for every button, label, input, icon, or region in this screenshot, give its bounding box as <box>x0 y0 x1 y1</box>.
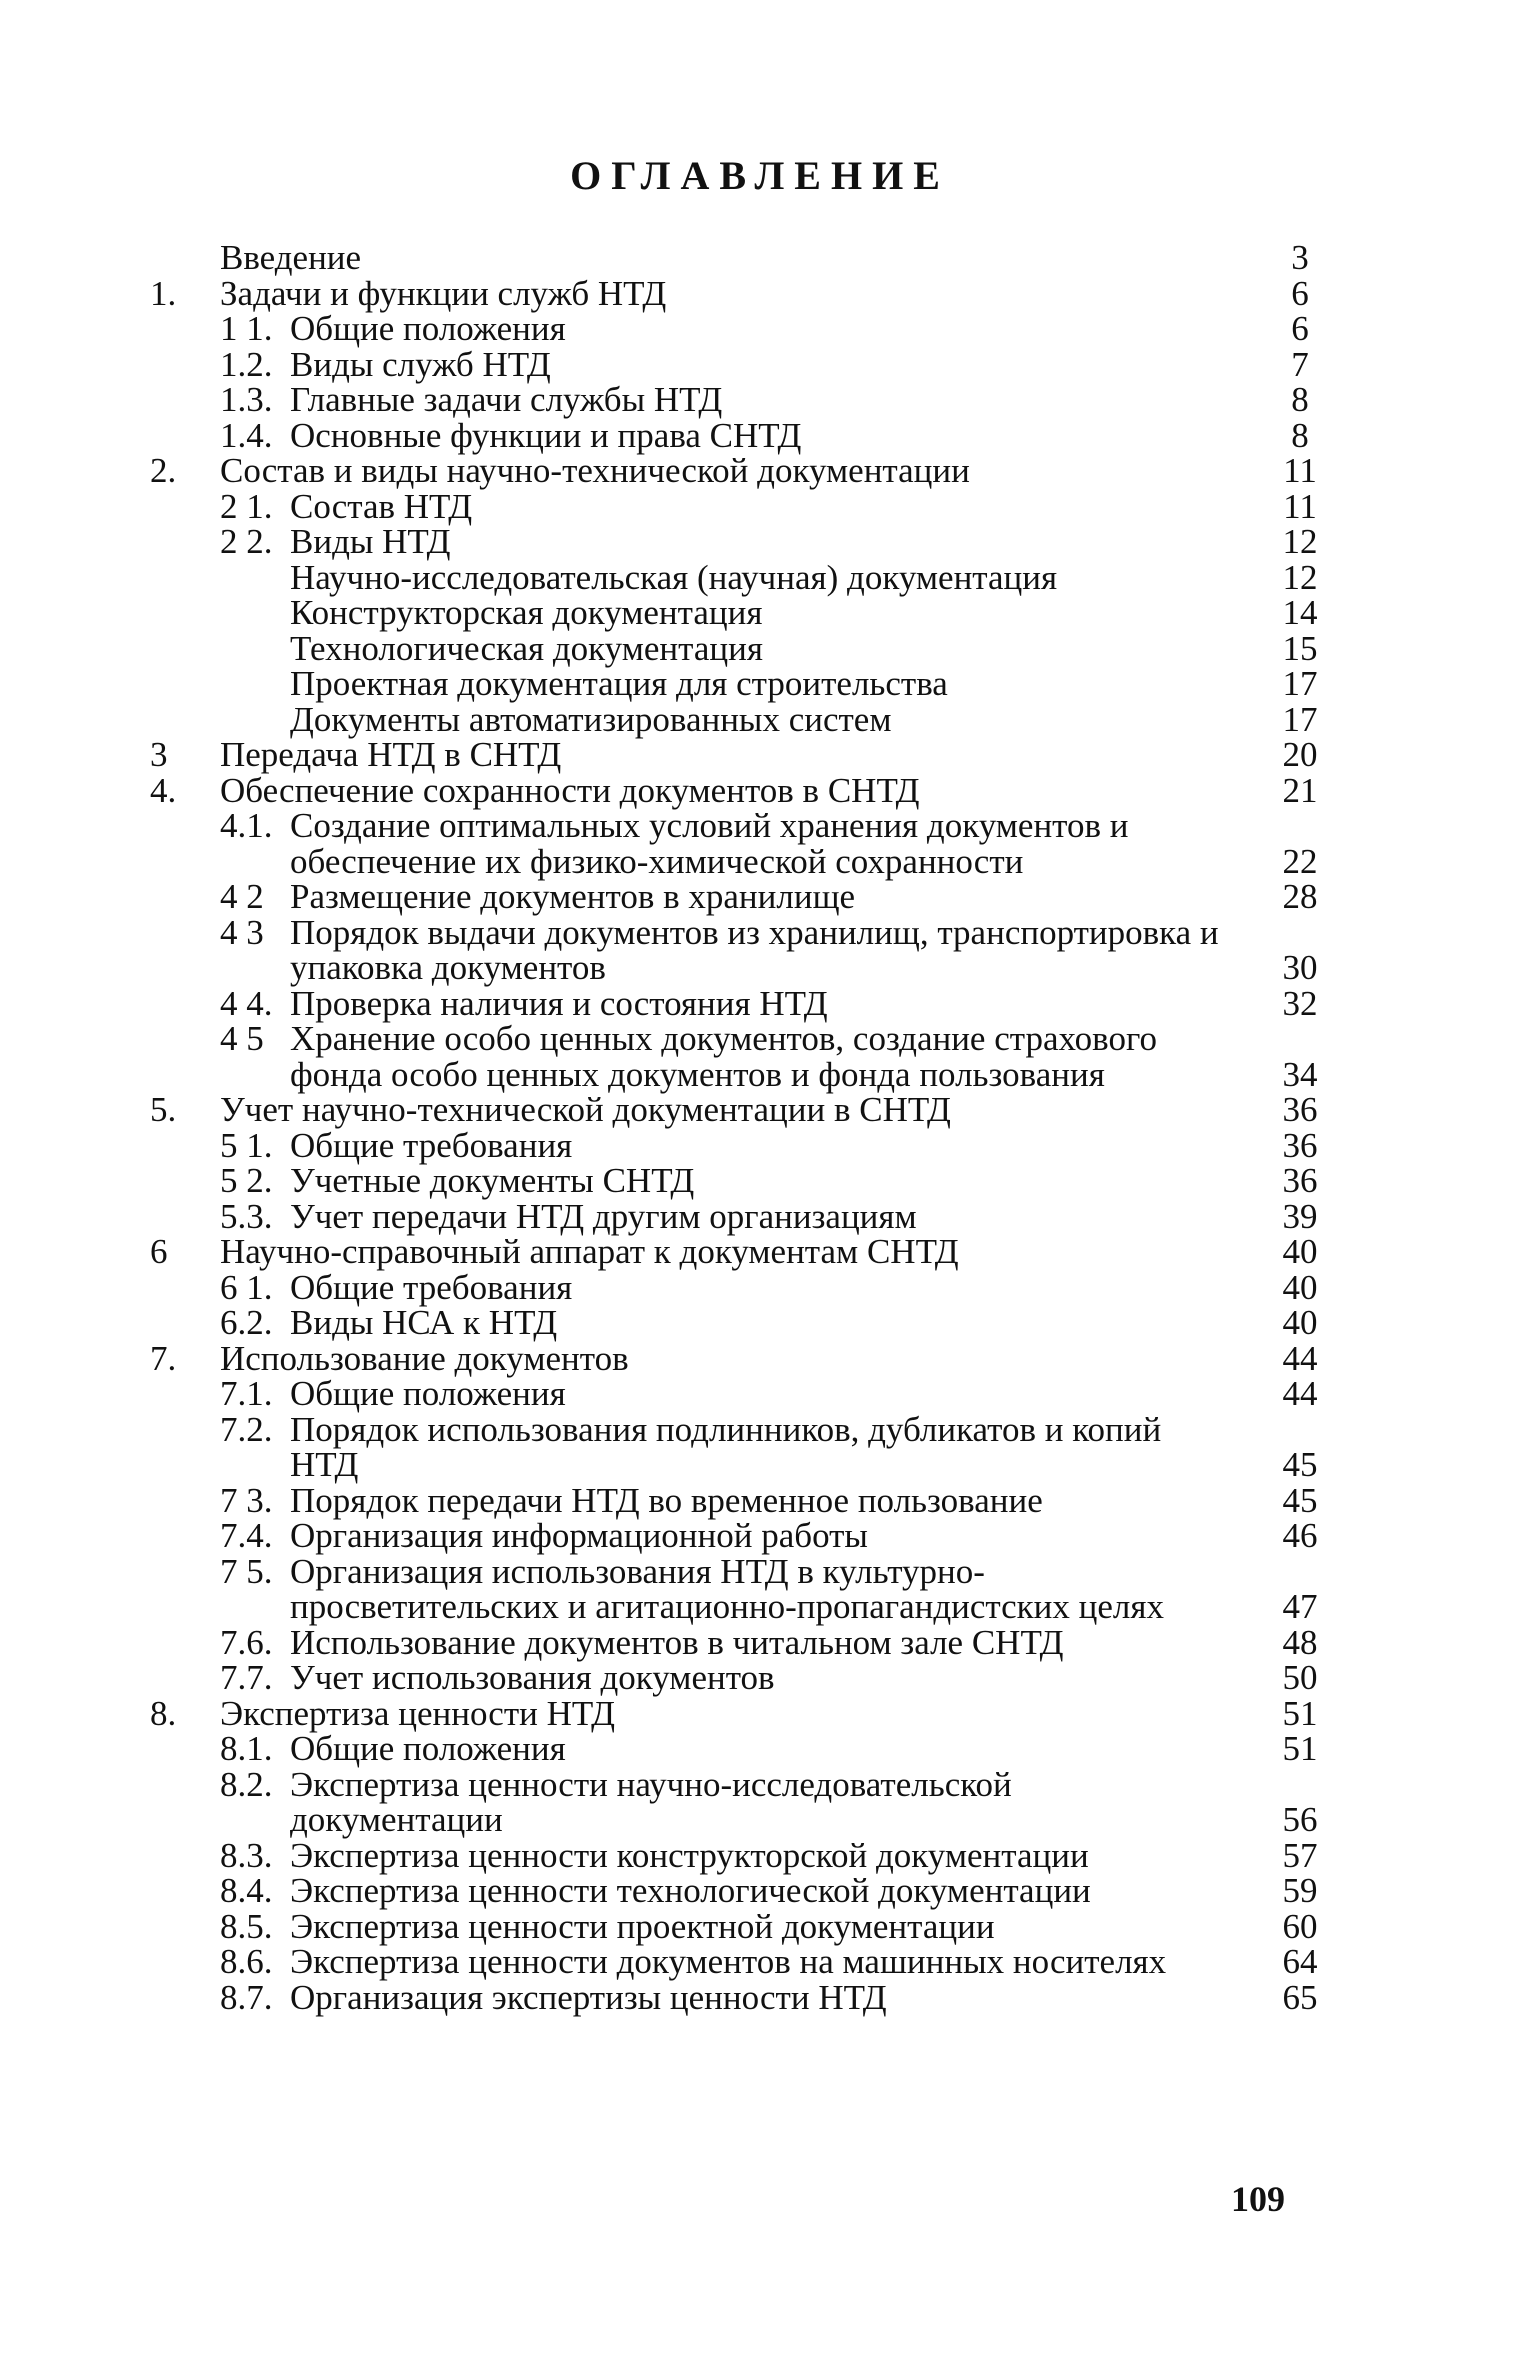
toc-entry-number: 7.6. <box>220 1622 273 1662</box>
toc-entry <box>150 1305 1330 1341</box>
toc-entry-page: 12 <box>1282 557 1318 597</box>
toc-entry-number: 2. <box>150 451 177 490</box>
toc-entry-title: Экспертиза ценности конструкторской документации <box>290 1835 1089 1875</box>
toc-entry-title: Использование документов <box>220 1338 629 1378</box>
toc-entry-page: 51 <box>1282 1729 1318 1768</box>
toc-entry-title: Экспертиза ценности документов на машинных носителях <box>290 1942 1167 1981</box>
toc-entry-number: 2 2. <box>220 522 273 561</box>
toc-entry-page: 6 <box>1291 309 1309 348</box>
toc-entry-title: Общие требования <box>290 1125 573 1165</box>
toc-entry-page: 48 <box>1282 1622 1318 1662</box>
toc-entry <box>150 1906 1330 1946</box>
toc-entry-title: Обеспечение сохранности документов в СНТД <box>220 770 920 810</box>
page-number: 109 <box>1231 2179 1285 2219</box>
toc-entry-number: 3 <box>150 735 168 774</box>
toc-entry <box>150 415 1330 455</box>
toc-entry-page: 44 <box>1282 1338 1318 1378</box>
table-of-contents <box>150 240 1330 2015</box>
toc-entry-title: Порядок передачи НТД во временное пользование <box>290 1480 1043 1520</box>
toc-entry-title: Основные функции и права СНТД <box>290 415 802 455</box>
toc-entry-page: 17 <box>1282 699 1318 739</box>
toc-entry-page: 11 <box>1283 451 1317 490</box>
toc-entry-number: 4 4. <box>220 983 273 1023</box>
toc-entry-title: Главные задачи службы НТД <box>290 380 723 419</box>
toc-entry-page: 15 <box>1282 628 1318 668</box>
toc-entry <box>150 557 1330 597</box>
toc-entry <box>150 1092 1330 1128</box>
toc-entry-page: 50 <box>1282 1658 1318 1697</box>
toc-entry-page: 30 <box>1282 948 1318 987</box>
toc-entry-page: 7 <box>1291 344 1309 384</box>
toc-entry-title: Экспертиза ценности технологической документации <box>290 1871 1091 1910</box>
toc-entry <box>150 1693 1330 1733</box>
toc-entry-title: Технологическая документация <box>290 628 763 668</box>
toc-entry <box>150 1622 1330 1662</box>
toc-entry-title: Задачи и функции служб НТД <box>220 273 667 313</box>
toc-entry <box>150 1551 1330 1626</box>
toc-entry-page: 39 <box>1282 1196 1318 1236</box>
toc-entry-page: 57 <box>1282 1835 1318 1875</box>
toc-entry-number: 4. <box>150 770 177 810</box>
toc-entry <box>150 666 1330 702</box>
toc-entry <box>150 1267 1330 1307</box>
toc-entry <box>150 311 1330 347</box>
toc-entry-page: 36 <box>1282 1161 1318 1200</box>
toc-entry-title: Научно-справочный аппарат к документам СНТД <box>220 1232 959 1271</box>
toc-entry-page: 21 <box>1282 770 1318 810</box>
toc-entry-number: 8. <box>150 1693 177 1733</box>
toc-entry-title: Виды служб НТД <box>290 344 551 384</box>
toc-entry <box>150 1338 1330 1378</box>
toc-entry <box>150 1977 1330 2017</box>
toc-entry <box>150 1409 1330 1484</box>
toc-entry-title: Учет научно-технической документации в СНТД <box>220 1090 951 1129</box>
toc-entry-page: 40 <box>1282 1267 1318 1307</box>
toc-entry-title: Использование документов в читальном зале СНТД <box>290 1622 1064 1662</box>
toc-entry-page: 44 <box>1282 1374 1318 1413</box>
toc-entry-number: 8.3. <box>220 1835 273 1875</box>
toc-entry-page: 46 <box>1282 1516 1318 1555</box>
toc-entry-title: Экспертиза ценности проектной документации <box>290 1906 995 1946</box>
toc-entry-title: Размещение документов в хранилище <box>290 877 856 916</box>
toc-entry-page: 17 <box>1282 664 1318 703</box>
toc-entry <box>150 1480 1330 1520</box>
toc-entry-page: 45 <box>1282 1480 1318 1520</box>
toc-entry-page: 8 <box>1291 380 1309 419</box>
toc-entry-page: 40 <box>1282 1303 1318 1342</box>
toc-entry-number: 1.4. <box>220 415 273 455</box>
toc-entry-title: Учетные документы СНТД <box>290 1161 695 1200</box>
toc-entry <box>150 1376 1330 1412</box>
toc-entry-page: 56 <box>1282 1800 1318 1839</box>
toc-entry-title: Виды НСА к НТД <box>290 1303 558 1342</box>
toc-entry-page: 20 <box>1282 735 1318 774</box>
toc-entry-title: Порядок использования подлинников, дубликатов и копий НТД <box>290 1409 1162 1484</box>
toc-entry <box>150 382 1330 418</box>
toc-entry-title: Научно-исследовательская (научная) документация <box>290 557 1058 597</box>
toc-entry-page: 40 <box>1282 1232 1318 1271</box>
toc-entry-title: Хранение особо ценных документов, создание страхового фонда особо ценных документов и фонда пользования <box>290 1019 1157 1094</box>
toc-entry-page: 12 <box>1282 522 1318 561</box>
toc-entry-page: 36 <box>1282 1125 1318 1165</box>
toc-entry-page: 65 <box>1282 1977 1318 2017</box>
toc-entry-page: 8 <box>1291 415 1309 455</box>
toc-entry-page: 60 <box>1282 1906 1318 1946</box>
toc-entry-title: Передача НТД в СНТД <box>220 735 562 774</box>
toc-entry <box>150 1163 1330 1199</box>
toc-entry-title: Введение <box>220 238 362 277</box>
toc-entry-number: 5.3. <box>220 1196 273 1236</box>
toc-entry-title: Состав НТД <box>290 486 473 526</box>
toc-entry-title: Экспертиза ценности НТД <box>220 1693 615 1733</box>
toc-entry <box>150 595 1330 631</box>
toc-entry <box>150 1125 1330 1165</box>
toc-entry <box>150 1944 1330 1980</box>
toc-entry-title: Организация экспертизы ценности НТД <box>290 1977 887 2017</box>
toc-entry-page: 47 <box>1282 1587 1318 1626</box>
toc-entry-number: 1. <box>150 273 177 313</box>
toc-entry-number: 6.2. <box>220 1303 273 1342</box>
toc-entry-page: 6 <box>1291 273 1309 313</box>
toc-entry <box>150 770 1330 810</box>
toc-entry-page: 45 <box>1282 1445 1318 1484</box>
toc-entry-number: 8.7. <box>220 1977 273 2017</box>
toc-entry <box>150 453 1330 489</box>
toc-entry-number: 7.4. <box>220 1516 273 1555</box>
toc-entry <box>150 240 1330 276</box>
toc-entry-number: 5 2. <box>220 1161 273 1200</box>
toc-entry-number: 8.2. <box>220 1764 273 1804</box>
toc-entry-number: 7.2. <box>220 1409 273 1449</box>
toc-entry-title: Общие положения <box>290 1374 566 1413</box>
toc-entry-number: 4 2 <box>220 877 264 916</box>
toc-entry <box>150 1021 1330 1092</box>
toc-entry-number: 1.3. <box>220 380 273 419</box>
toc-entry-title: Состав и виды научно-технической документации <box>220 451 970 490</box>
toc-entry-title: Проектная документация для строительства <box>290 664 948 703</box>
toc-entry-number: 1.2. <box>220 344 273 384</box>
toc-entry <box>150 1234 1330 1270</box>
toc-entry-page: 51 <box>1282 1693 1318 1733</box>
toc-entry-title: Учет передачи НТД другим организациям <box>290 1196 917 1236</box>
toc-entry-title: Виды НТД <box>290 522 451 561</box>
toc-entry-number: 6 <box>150 1232 168 1271</box>
toc-entry-page: 32 <box>1282 983 1318 1023</box>
toc-entry-title: Проверка наличия и состояния НТД <box>290 983 828 1023</box>
toc-entry-title: Учет использования документов <box>290 1658 775 1697</box>
toc-entry-number: 7 3. <box>220 1480 273 1520</box>
toc-entry-page: 28 <box>1282 877 1318 916</box>
toc-entry-number: 8.4. <box>220 1871 273 1910</box>
toc-entry <box>150 524 1330 560</box>
toc-entry <box>150 1518 1330 1554</box>
toc-entry <box>150 912 1330 987</box>
toc-entry-title: Организация использования НТД в культурно-просветительских и агитационно-пропагандистских целях <box>290 1551 1164 1626</box>
toc-entry-number: 5. <box>150 1090 177 1129</box>
toc-entry-number: 5 1. <box>220 1125 273 1165</box>
toc-entry-page: 3 <box>1291 238 1309 277</box>
toc-entry-page: 59 <box>1282 1871 1318 1910</box>
toc-entry <box>150 273 1330 313</box>
toc-entry <box>150 1196 1330 1236</box>
toc-entry-number: 8.6. <box>220 1942 273 1981</box>
toc-entry-number: 4 5 <box>220 1019 264 1058</box>
toc-entry <box>150 983 1330 1023</box>
toc-entry-number: 2 1. <box>220 486 273 526</box>
toc-entry-number: 7 5. <box>220 1551 273 1591</box>
toc-entry <box>150 699 1330 739</box>
toc-entry-page: 64 <box>1282 1942 1318 1981</box>
toc-entry-title: Экспертиза ценности научно-исследовательской документации <box>290 1764 1012 1839</box>
toc-entry-page: 11 <box>1283 486 1317 526</box>
toc-entry-number: 8.5. <box>220 1906 273 1946</box>
toc-entry-number: 8.1. <box>220 1729 273 1768</box>
toc-entry-page: 34 <box>1282 1054 1318 1094</box>
toc-entry <box>150 344 1330 384</box>
toc-entry-title: Общие требования <box>290 1267 573 1307</box>
toc-entry-title: Общие положения <box>290 1729 566 1768</box>
toc-entry <box>150 1660 1330 1696</box>
toc-entry-title: Создание оптимальных условий хранения документов и обеспечение их физико-химической сохранности <box>290 806 1129 881</box>
toc-entry-number: 4 3 <box>220 912 264 952</box>
toc-entry <box>150 1873 1330 1909</box>
toc-entry-page: 22 <box>1282 841 1318 881</box>
toc-entry-number: 6 1. <box>220 1267 273 1307</box>
toc-entry <box>150 1835 1330 1875</box>
toc-entry-number: 7.1. <box>220 1374 273 1413</box>
toc-entry-title: Документы автоматизированных систем <box>290 699 892 739</box>
toc-entry-title: Порядок выдачи документов из хранилищ, транспортировка и упаковка документов <box>290 912 1219 987</box>
toc-entry-number: 4.1. <box>220 806 273 845</box>
toc-entry-title: Организация информационной работы <box>290 1516 868 1555</box>
toc-entry-number: 7.7. <box>220 1658 273 1697</box>
toc-entry <box>150 628 1330 668</box>
toc-entry-number: 7. <box>150 1338 177 1378</box>
toc-entry <box>150 1764 1330 1839</box>
toc-entry <box>150 486 1330 526</box>
toc-entry-number: 1 1. <box>220 309 273 348</box>
toc-entry-page: 36 <box>1282 1090 1318 1129</box>
toc-entry <box>150 879 1330 915</box>
toc-entry-title: Общие положения <box>290 309 566 348</box>
toc-entry <box>150 1731 1330 1767</box>
page-title: ОГЛАВЛЕНИЕ <box>570 153 950 198</box>
toc-entry-page: 14 <box>1282 593 1318 632</box>
toc-entry <box>150 808 1330 879</box>
toc-entry-title: Конструкторская документация <box>290 593 763 632</box>
toc-entry <box>150 737 1330 773</box>
